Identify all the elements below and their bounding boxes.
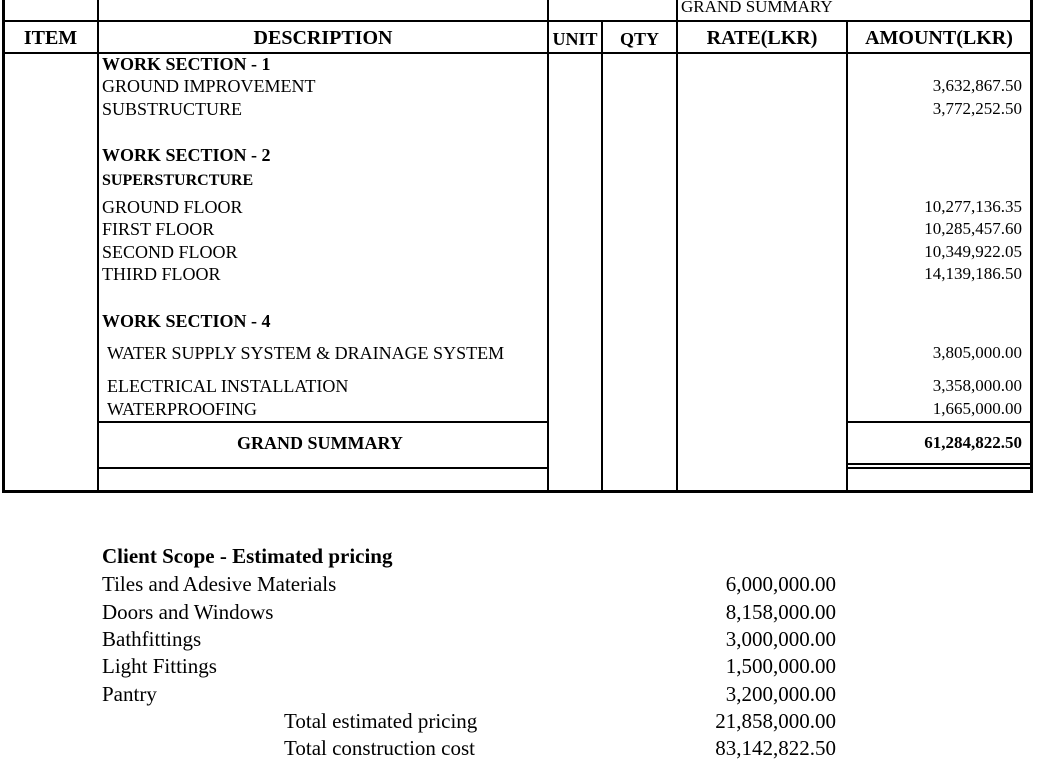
- row-ground-improvement: GROUND IMPROVEMENT: [102, 76, 316, 96]
- row-ground-floor: GROUND FLOOR: [102, 197, 243, 217]
- amount-third-floor: 14,139,186.50: [924, 264, 1022, 283]
- amount-electrical: 3,358,000.00: [932, 376, 1022, 395]
- grand-summary-label: GRAND SUMMARY: [237, 433, 403, 453]
- client-scope-item-label: Doors and Windows: [102, 600, 274, 624]
- total-estimated-label: Total estimated pricing: [284, 709, 478, 733]
- section-heading: WORK SECTION - 2: [102, 145, 271, 165]
- section-heading: WORK SECTION - 1: [102, 54, 271, 74]
- header-amount: AMOUNT(LKR): [865, 27, 1013, 49]
- grand-summary-amount: 61,284,822.50: [924, 433, 1022, 452]
- client-scope-item-label: Pantry: [102, 682, 157, 706]
- header-item: ITEM: [23, 27, 78, 49]
- row-electrical: ELECTRICAL INSTALLATION: [107, 376, 349, 396]
- col-sep-qty: [676, 0, 678, 492]
- header-description: DESCRIPTION: [253, 27, 393, 49]
- amount-first-floor: 10,285,457.60: [924, 219, 1022, 238]
- client-scope-item-value: 3,200,000.00: [725, 682, 836, 706]
- gs-desc-bottom-rule: [97, 467, 549, 469]
- header-top-rule: [2, 20, 1033, 22]
- amount-ground-floor: 10,277,136.35: [924, 197, 1022, 216]
- row-first-floor: FIRST FLOOR: [102, 219, 215, 239]
- row-waterproofing: WATERPROOFING: [107, 399, 258, 419]
- row-substructure: SUBSTRUCTURE: [102, 99, 243, 119]
- amount-substructure: 3,772,252.50: [932, 99, 1022, 118]
- row-second-floor: SECOND FLOOR: [102, 242, 238, 262]
- col-sep-item: [97, 0, 99, 492]
- total-construction-value: 83,142,822.50: [715, 736, 836, 760]
- gs-desc-top-rule: [97, 421, 549, 423]
- gs-amt-double-rule-1: [846, 463, 1033, 465]
- row-third-floor: THIRD FLOOR: [102, 264, 221, 284]
- header-rate: RATE(LKR): [706, 27, 818, 49]
- gs-amt-top-rule: [846, 421, 1033, 423]
- col-sep-unit: [601, 20, 603, 492]
- total-estimated-value: 21,858,000.00: [715, 709, 836, 733]
- client-scope-item-label: Tiles and Adesive Materials: [102, 572, 337, 596]
- gs-amt-double-rule-2: [846, 467, 1033, 469]
- subsection-heading: SUPERSTURCTURE: [102, 172, 254, 189]
- table-border-left: [2, 0, 5, 493]
- col-sep-desc: [547, 0, 549, 492]
- client-scope-item-label: Bathfittings: [102, 627, 202, 651]
- table-border-bottom: [2, 490, 1033, 493]
- amount-second-floor: 10,349,922.05: [924, 242, 1022, 261]
- client-scope-item-value: 6,000,000.00: [725, 572, 836, 596]
- amount-water-supply: 3,805,000.00: [932, 343, 1022, 362]
- client-scope-item-value: 3,000,000.00: [725, 627, 836, 651]
- client-scope-heading: Client Scope - Estimated pricing: [102, 544, 393, 568]
- client-scope-item-value: 1,500,000.00: [725, 654, 836, 678]
- header-qty: QTY: [619, 29, 659, 49]
- amount-ground-improvement: 3,632,867.50: [932, 76, 1022, 95]
- total-construction-label: Total construction cost: [284, 736, 475, 760]
- table-title: GRAND SUMMARY: [681, 0, 833, 16]
- table-border-right: [1030, 0, 1033, 493]
- client-scope-item-value: 8,158,000.00: [725, 600, 836, 624]
- amount-waterproofing: 1,665,000.00: [932, 399, 1022, 418]
- client-scope-item-label: Light Fittings: [102, 654, 217, 678]
- header-unit: UNIT: [552, 29, 598, 49]
- section-heading: WORK SECTION - 4: [102, 311, 271, 331]
- row-water-supply: WATER SUPPLY SYSTEM & DRAINAGE SYSTEM: [107, 343, 505, 363]
